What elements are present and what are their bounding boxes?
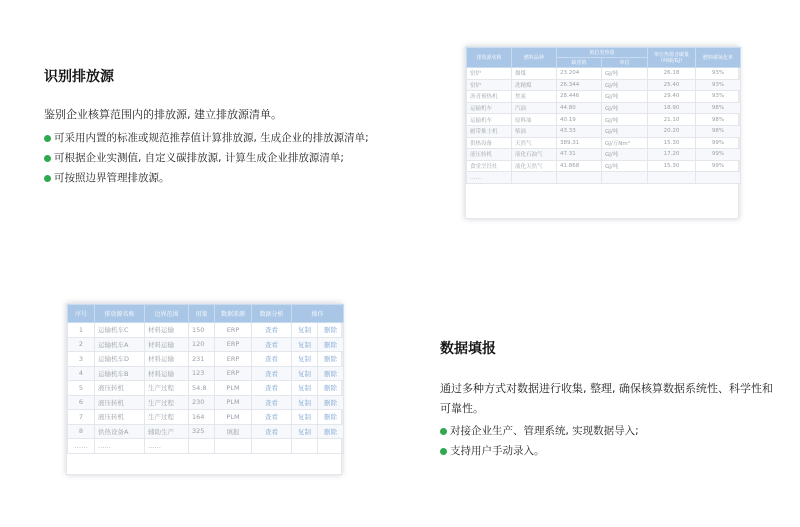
table-row: 窑炉 烟煤 23.204 GJ/吨 26.18 93%: [467, 68, 741, 80]
bullet-dot-icon: [440, 428, 447, 435]
table-row: ……: [467, 172, 741, 184]
fill-bullet-list: [440, 421, 775, 461]
table-row: 窑炉 洗精煤 26.344 GJ/吨 25.40 93%: [467, 79, 741, 91]
delete-link[interactable]: 删除: [318, 395, 344, 410]
header-action: 操作: [292, 305, 344, 323]
copy-link[interactable]: 复制: [292, 381, 318, 396]
table-row: 2 运输机车A 材料运输 120 ERP 查看 复制 删除: [68, 337, 344, 352]
header-source: 排放源名称: [95, 305, 145, 323]
copy-link[interactable]: 复制: [292, 424, 318, 439]
header-ncv-group: 低位发热量: [557, 48, 648, 58]
delete-link[interactable]: 删除: [318, 424, 344, 439]
identify-title: 识别排放源: [44, 69, 114, 85]
table-row: 液压转机 液化石油气 47.31 GJ/吨 17.20 99%: [467, 149, 741, 161]
table-row: 5 液压转机 生产过程 54.8 PLM 查看 复制 删除: [68, 381, 344, 396]
bullet-dot-icon: [440, 448, 447, 455]
delete-link[interactable]: 删除: [318, 410, 344, 425]
bullet-dot-icon: [44, 155, 51, 162]
emission-factor-table: [466, 47, 741, 184]
view-link[interactable]: 查看: [252, 381, 292, 396]
copy-link[interactable]: 复制: [292, 323, 318, 338]
copy-link[interactable]: 复制: [292, 395, 318, 410]
identify-section: [44, 66, 374, 188]
copy-link[interactable]: 复制: [292, 337, 318, 352]
header-analysis: 数据分析: [252, 305, 292, 323]
fill-title: 数据填报: [440, 341, 496, 357]
list-item: 可采用内置的标准或规范推荐值计算排放源, 生成企业的排放源清单;: [44, 128, 374, 148]
bullet-dot-icon: [44, 175, 51, 182]
header-unit: 单位: [602, 58, 648, 68]
header-fuel: 燃料品种: [512, 48, 557, 68]
identify-description: 鉴别企业核算范围内的排放源, 建立排放源清单。: [44, 108, 282, 121]
header-source: 排放源名称: [467, 48, 512, 68]
table-row: …… …… ……: [68, 439, 344, 454]
view-link[interactable]: 查看: [252, 410, 292, 425]
copy-link[interactable]: 复制: [292, 366, 318, 381]
table-row: 沥青预热机 焦炭 28.446 GJ/吨 29.40 93%: [467, 91, 741, 103]
header-carbon-content: 单位热值含碳量（吨碳/GJ）: [648, 48, 696, 68]
table-row: 7 液压转机 生产过程 164 PLM 查看 复制 删除: [68, 410, 344, 425]
table-row: 运输机车 原料油 40.19 GJ/吨 21.10 98%: [467, 114, 741, 126]
table-row: 供热设备 天然气 389.31 GJ/万Nm³ 15.30 99%: [467, 137, 741, 149]
delete-link[interactable]: 删除: [318, 352, 344, 367]
delete-link[interactable]: 删除: [318, 337, 344, 352]
list-item: 可按照边界管理排放源。: [44, 168, 374, 188]
data-entry-table: [67, 304, 344, 454]
view-link[interactable]: 查看: [252, 366, 292, 381]
header-oxidation-rate: 燃料碳氧化率: [696, 48, 741, 68]
delete-link[interactable]: 删除: [318, 323, 344, 338]
list-item: 支持用户手动录入。: [440, 441, 775, 461]
delete-link[interactable]: 删除: [318, 366, 344, 381]
delete-link[interactable]: 删除: [318, 381, 344, 396]
table-row: 运输机车 汽油 44.80 GJ/吨 18.90 98%: [467, 102, 741, 114]
list-item: 对接企业生产、管理系统, 实现数据导入;: [440, 421, 775, 441]
header-boundary: 边界范围: [145, 305, 189, 323]
data-entry-table-card: [66, 303, 342, 475]
header-default-value: 缺省值: [557, 58, 602, 68]
table-row: 4 运输机车B 材料运输 123 ERP 查看 复制 删除: [68, 366, 344, 381]
list-item: 可根据企业实测值, 自定义碳排放源, 计算生成企业排放源清单;: [44, 148, 374, 168]
view-link[interactable]: 查看: [252, 337, 292, 352]
header-amount: 用量: [189, 305, 215, 323]
table-row: 8 供热设备A 辅助生产 325 填报 查看 复制 删除: [68, 424, 344, 439]
view-link[interactable]: 查看: [252, 395, 292, 410]
emission-factor-table-card: [465, 46, 739, 219]
table-row: 3 运输机车D 材料运输 231 ERP 查看 复制 删除: [68, 352, 344, 367]
copy-link[interactable]: 复制: [292, 410, 318, 425]
copy-link[interactable]: 复制: [292, 352, 318, 367]
header-no: 序号: [68, 305, 95, 323]
fill-description: 通过多种方式对数据进行收集, 整理, 确保核算数据系统性、科学性和可靠性。: [440, 382, 773, 415]
table-row: 食堂烹饪灶 液化天然气 41.868 GJ/吨 15.30 99%: [467, 160, 741, 172]
header-origin: 数据来源: [215, 305, 252, 323]
fill-section: [440, 338, 775, 461]
identify-bullet-list: [44, 128, 374, 188]
view-link[interactable]: 查看: [252, 323, 292, 338]
view-link[interactable]: 查看: [252, 424, 292, 439]
table-row: 1 运输机车C 材料运输 150 ERP 查看 复制 删除: [68, 323, 344, 338]
table-row: 履带推土机 柴油 43.33 GJ/吨 20.20 98%: [467, 125, 741, 137]
view-link[interactable]: 查看: [252, 352, 292, 367]
table-row: 6 液压转机 生产过程 230 PLM 查看 复制 删除: [68, 395, 344, 410]
bullet-dot-icon: [44, 135, 51, 142]
